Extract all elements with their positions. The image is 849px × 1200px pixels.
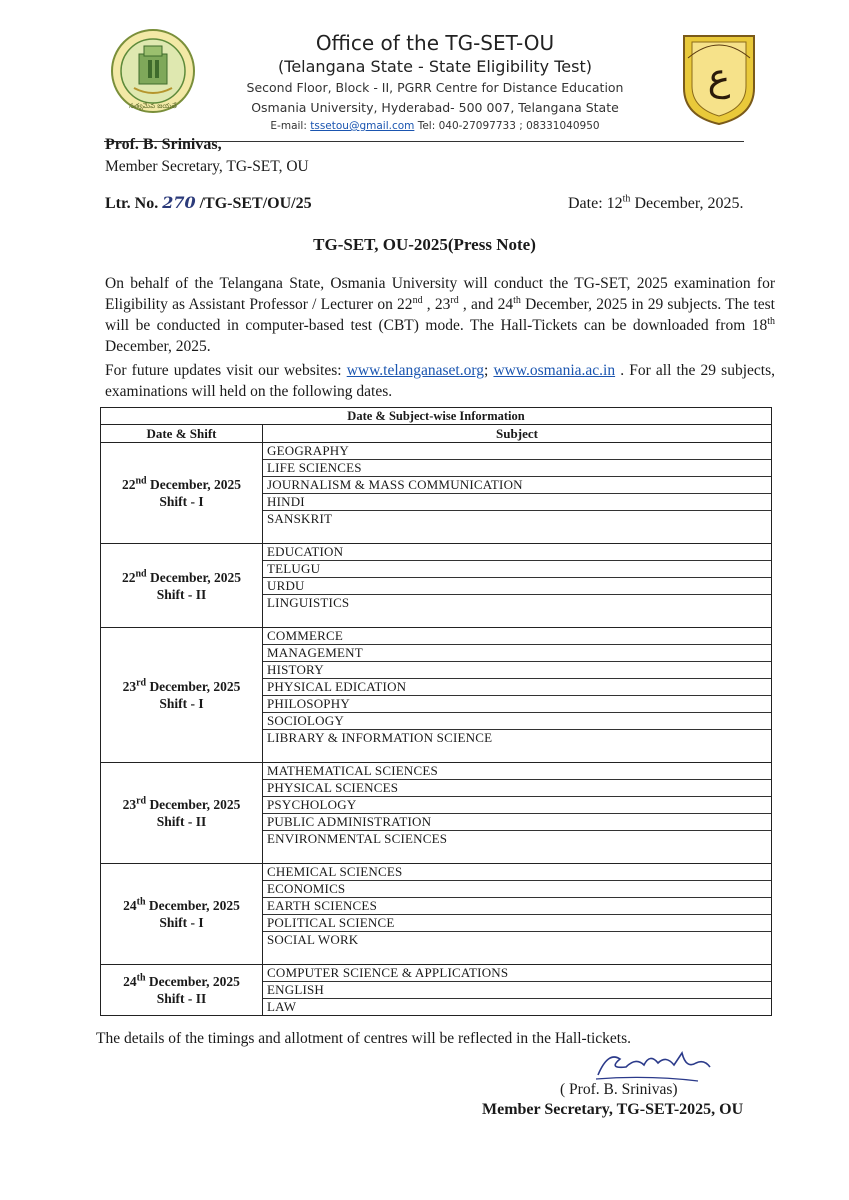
- telephone: Tel: 040-27097733 ; 08331040950: [417, 120, 600, 132]
- letterhead: [230, 30, 640, 134]
- press-note-title: TG-SET, OU-2025(Press Note): [313, 235, 536, 254]
- subject-spacer: [263, 527, 771, 543]
- signatory-name: ( Prof. B. Srinivas): [560, 1081, 678, 1098]
- subject-row: COMMERCE: [263, 628, 771, 645]
- letter-number: [105, 193, 312, 213]
- osmania-university-logo-icon: [676, 28, 762, 128]
- date-shift-cell: [101, 544, 263, 627]
- subject-row: LIBRARY & INFORMATION SCIENCE: [267, 730, 493, 745]
- schedule-group: [101, 544, 771, 628]
- subject-row: COMPUTER SCIENCE & APPLICATIONS: [263, 965, 771, 982]
- schedule-group: [101, 443, 771, 544]
- subject-row: EDUCATION: [263, 544, 771, 561]
- schedule-group: [101, 864, 771, 965]
- schedule-group: [101, 965, 771, 1015]
- subject-row: LIFE SCIENCES: [263, 460, 771, 477]
- subject-list: [263, 544, 771, 627]
- date-shift-cell: [101, 628, 263, 762]
- subject-row: SANSKRIT: [267, 511, 333, 526]
- address-line-1: Second Floor, Block - II, PGRR Centre for Distance Education: [246, 80, 624, 95]
- email-link[interactable]: tssetou@gmail.com: [310, 120, 415, 132]
- subject-row: URDU: [263, 578, 771, 595]
- subject-row: PHYSICAL EDICATION: [263, 679, 771, 696]
- letter-number-handwritten: 270: [162, 193, 196, 212]
- subject-spacer: [263, 746, 771, 762]
- signature-image: [578, 1045, 728, 1085]
- exam-date: 24th December, 2025: [123, 896, 240, 913]
- subject-row: LAW: [267, 999, 297, 1014]
- sender-designation: Member Secretary, TG-SET, OU: [105, 158, 309, 175]
- subject-row: POLITICAL SCIENCE: [263, 915, 771, 932]
- paragraph-websites: For future updates visit our websites: www.telanganaset.org; www.osmania.ac.in . For all the 29 subjects, examinations will held on the following dates.: [105, 362, 775, 400]
- subject-list: [263, 763, 771, 863]
- exam-shift: Shift - II: [156, 814, 207, 829]
- subject-row: PHILOSOPHY: [263, 696, 771, 713]
- schedule-group: [101, 763, 771, 864]
- address-line-2: Osmania University, Hyderabad- 500 007, Telangana State: [251, 100, 619, 115]
- signatory-designation: Member Secretary, TG-SET-2025, OU: [482, 1101, 744, 1118]
- office-subtitle: (Telangana State - State Eligibility Test): [278, 57, 592, 76]
- table-caption: Date & Subject-wise Information: [101, 408, 771, 425]
- date-shift-cell: [101, 443, 263, 543]
- letter-number-suffix: /TG-SET/OU/25: [195, 195, 312, 212]
- subject-row: MATHEMATICAL SCIENCES: [263, 763, 771, 780]
- date-shift-cell: [101, 965, 263, 1015]
- exam-shift: Shift - II: [156, 586, 207, 602]
- exam-shift: Shift - I: [159, 696, 204, 711]
- telanganaset-link[interactable]: www.telanganaset.org: [346, 362, 484, 379]
- osmania-link[interactable]: www.osmania.ac.in: [493, 362, 616, 379]
- subject-list: [263, 628, 771, 762]
- exam-date: 22nd December, 2025: [122, 475, 241, 492]
- column-header-date-shift: Date & Shift: [101, 425, 263, 442]
- subject-row: ENGLISH: [263, 982, 771, 999]
- subject-row: GEOGRAPHY: [263, 443, 771, 460]
- subject-row: TELUGU: [263, 561, 771, 578]
- subject-row: PHYSICAL SCIENCES: [263, 780, 771, 797]
- subject-list: [263, 965, 771, 1015]
- subject-row: SOCIAL WORK: [267, 932, 359, 947]
- subject-list: [263, 443, 771, 543]
- subject-list: [263, 864, 771, 964]
- subject-row: EARTH SCIENCES: [263, 898, 771, 915]
- exam-date: 24th December, 2025: [123, 972, 240, 989]
- exam-date: 23rd December, 2025: [122, 677, 241, 694]
- date-shift-cell: [101, 763, 263, 863]
- exam-shift: Shift - I: [159, 915, 204, 930]
- subject-spacer: [263, 948, 771, 964]
- subject-spacer: [263, 847, 771, 863]
- column-header-subject: Subject: [496, 426, 538, 441]
- email-label: E-mail:: [270, 120, 307, 132]
- schedule-table: [100, 407, 772, 1016]
- letter-number-prefix: Ltr. No.: [105, 195, 159, 212]
- schedule-group: [101, 628, 771, 763]
- subject-row: HINDI: [263, 494, 771, 511]
- date-shift-cell: [101, 864, 263, 964]
- table-body: [101, 443, 771, 1015]
- paragraph-exam-dates: On behalf of the Telangana State, Osmania University will conduct the TG-SET, 2025 examination for Eligibility as Assistant Professor / Lecturer on 22nd , 23rd , and 24th December, 2025 in 29 subjects. The test will be conducted in computer-based test (CBT) mode. The Hall-Tickets can be downloaded from 18th December, 2025.: [105, 275, 775, 355]
- exam-date: 23rd December, 2025: [122, 795, 241, 812]
- sender-name: Prof. B. Srinivas,: [105, 136, 222, 153]
- subject-row: ECONOMICS: [263, 881, 771, 898]
- subject-row: ENVIRONMENTAL SCIENCES: [267, 831, 448, 846]
- subject-row: HISTORY: [263, 662, 771, 679]
- subject-row: PUBLIC ADMINISTRATION: [263, 814, 771, 831]
- left-logo-caption: సత్యమేవ జయతే: [129, 102, 177, 110]
- exam-date: 22nd December, 2025: [122, 568, 241, 585]
- letter-date: Date: 12th December, 2025.: [568, 193, 744, 212]
- subject-row: MANAGEMENT: [263, 645, 771, 662]
- exam-shift: Shift - II: [156, 991, 207, 1006]
- contact-line: [230, 118, 640, 134]
- subject-spacer: [263, 611, 771, 627]
- subject-row: PSYCHOLOGY: [263, 797, 771, 814]
- table-header-row: [101, 425, 771, 443]
- telangana-emblem-icon: [110, 28, 196, 114]
- subject-row: SOCIOLOGY: [263, 713, 771, 730]
- office-title: Office of the TG-SET-OU: [315, 31, 555, 55]
- subject-row: CHEMICAL SCIENCES: [263, 864, 771, 881]
- subject-row: JOURNALISM & MASS COMMUNICATION: [263, 477, 771, 494]
- exam-shift: Shift - I: [159, 494, 204, 509]
- subject-row: LINGUISTICS: [267, 595, 350, 610]
- footer-note: The details of the timings and allotment of centres will be reflected in the Hall-tickets.: [96, 1030, 632, 1047]
- svg-text:ع: ع: [707, 55, 731, 99]
